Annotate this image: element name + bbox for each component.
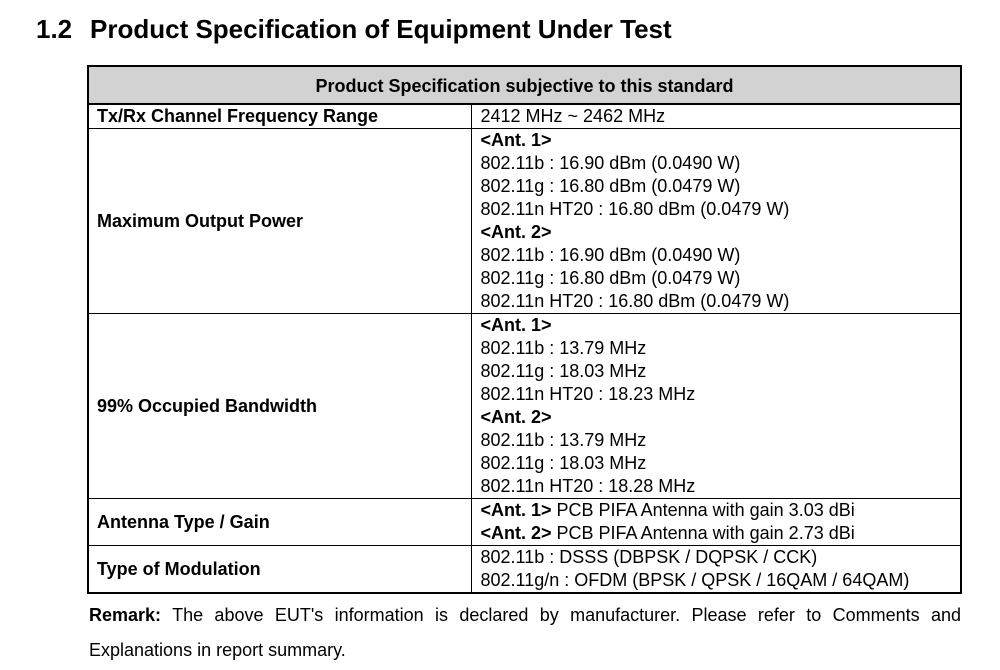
table-row: [88, 499, 961, 546]
spec-value-line: [481, 499, 953, 522]
spec-value-text: 802.11b : DSSS (DBPSK / DQPSK / CCK): [480, 547, 818, 567]
spec-value-text: 802.11g : 18.03 MHz: [480, 453, 647, 473]
remark-text: The above EUT's information is declared by manufacturer. Please refer to Comments and Explanations in report summary.: [89, 605, 961, 660]
table-row: [88, 314, 961, 499]
spec-label: Maximum Output Power: [88, 129, 471, 314]
spec-value-line: [481, 244, 953, 267]
remark: [89, 598, 961, 668]
spec-value-line: [481, 267, 953, 290]
antenna-tag: <Ant. 2>: [480, 523, 552, 543]
spec-value-line: [481, 221, 953, 244]
spec-value: [471, 546, 961, 594]
section-heading: [36, 14, 672, 45]
antenna-tag: <Ant. 2>: [480, 407, 552, 427]
spec-value-text: 802.11n HT20 : 16.80 dBm (0.0479 W): [480, 199, 790, 219]
table-row: [88, 546, 961, 594]
spec-value-text: 802.11b : 13.79 MHz: [480, 430, 647, 450]
table-header: Product Specification subjective to this standard: [88, 66, 961, 104]
spec-label: Antenna Type / Gain: [88, 499, 471, 546]
spec-value-line: [481, 105, 953, 128]
spec-value-line: [481, 198, 953, 221]
spec-value: [471, 129, 961, 314]
spec-value-line: [481, 546, 953, 569]
spec-value-line: [481, 522, 953, 545]
spec-value-text: 802.11g : 18.03 MHz: [480, 361, 647, 381]
spec-value: [471, 104, 961, 129]
remark-lead: Remark:: [89, 605, 162, 625]
spec-value-line: [481, 452, 953, 475]
spec-label: Tx/Rx Channel Frequency Range: [88, 104, 471, 129]
table-body: [88, 104, 961, 593]
spec-table: [87, 65, 962, 594]
spec-value-text: 802.11g : 16.80 dBm (0.0479 W): [480, 176, 741, 196]
spec-value-text: 2412 MHz ~ 2462 MHz: [480, 106, 666, 126]
spec-value-text: 802.11b : 13.79 MHz: [480, 338, 647, 358]
antenna-tag: <Ant. 2>: [480, 222, 552, 242]
spec-value-text: 802.11g/n : OFDM (BPSK / QPSK / 16QAM / 64QAM): [480, 570, 910, 590]
spec-label: 99% Occupied Bandwidth: [88, 314, 471, 499]
spec-value-line: [481, 129, 953, 152]
spec-value-text: PCB PIFA Antenna with gain 3.03 dBi: [551, 500, 855, 520]
spec-value-text: 802.11b : 16.90 dBm (0.0490 W): [480, 245, 741, 265]
antenna-tag: <Ant. 1>: [480, 130, 552, 150]
spec-value-text: 802.11n HT20 : 16.80 dBm (0.0479 W): [480, 291, 790, 311]
spec-value-line: [481, 429, 953, 452]
spec-value-line: [481, 314, 953, 337]
spec-value-line: [481, 290, 953, 313]
spec-value: [471, 314, 961, 499]
table-row: [88, 129, 961, 314]
section-number: 1.2: [36, 14, 73, 44]
spec-label: Type of Modulation: [88, 546, 471, 594]
spec-value-text: PCB PIFA Antenna with gain 2.73 dBi: [551, 523, 855, 543]
spec-value-line: [481, 383, 953, 406]
spec-value-text: 802.11b : 16.90 dBm (0.0490 W): [480, 153, 741, 173]
spec-value: [471, 499, 961, 546]
spec-value-text: 802.11n HT20 : 18.28 MHz: [480, 476, 696, 496]
spec-value-text: 802.11n HT20 : 18.23 MHz: [480, 384, 696, 404]
spec-value-line: [481, 475, 953, 498]
section-title: Product Specification of Equipment Under Test: [90, 14, 672, 44]
spec-value-line: [481, 406, 953, 429]
spec-value-line: [481, 360, 953, 383]
spec-value-line: [481, 152, 953, 175]
spec-value-text: 802.11g : 16.80 dBm (0.0479 W): [480, 268, 741, 288]
table-header-row: [88, 66, 961, 104]
antenna-tag: <Ant. 1>: [480, 315, 552, 335]
antenna-tag: <Ant. 1>: [480, 500, 552, 520]
spec-value-line: [481, 337, 953, 360]
spec-value-line: [481, 569, 953, 592]
table-row: [88, 104, 961, 129]
spec-value-line: [481, 175, 953, 198]
